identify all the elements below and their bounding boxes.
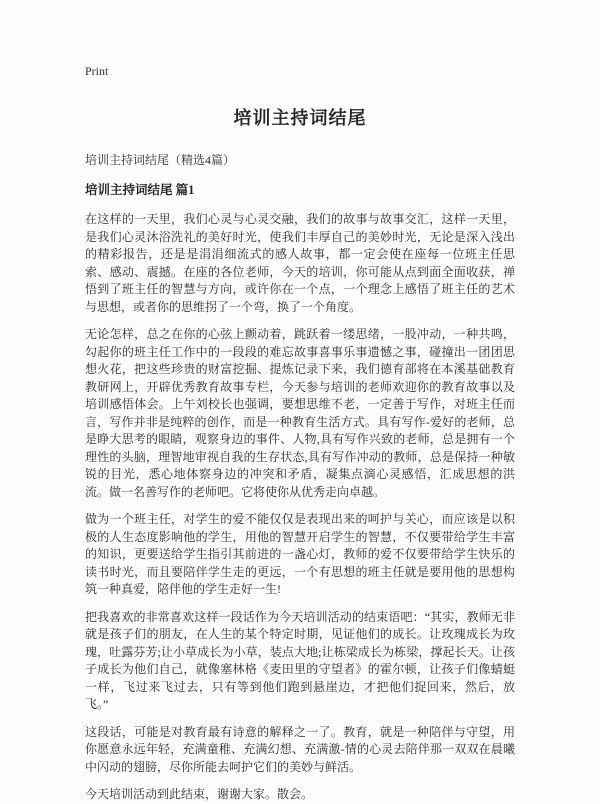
paragraph: 无论怎样，总之在你的心弦上颤动着，跳跃着一缕思绪，一股冲动，一种共鸣，勾起你的班主任工作中的一段段的难忘故事喜事乐事遗憾之事，碰撞出一团团思想火花，把这些珍贵的财富挖掘、提炼记录下来，我们德育部将在本溪基础教育教研网上，开辟优秀教育故事专栏，今天参与培训的老师欢迎你的教育故事以及培训感悟体会。上午刘校长也强调，要想思维不老，一定善于写作，对班主任而言，写作并非是纯粹的创作，而是一种教育生活方式。具有写作-爱好的老师，总是睁大思考的眼睛，观察身边的事件、人物,具有写作兴致的老师，总是拥有一个理性的头脑，理智地审视自我的生存状态,具有写作冲动的教师，总是保持一种敏锐的目光，悉心地体察身边的冲突和矛盾，凝集点滴心灵感悟，汇成思想的洪流。做一名善写作的老师吧。它将使你从优秀走向卓越。: [85, 327, 515, 499]
paragraph: 今天培训活动到此结束，谢谢大家。散会。: [85, 787, 314, 801]
page-title: 培训主持词结尾: [233, 108, 367, 128]
paragraph: 把我喜欢的非常喜欢这样一段话作为今天培训活动的结束语吧：“其实，教师无非就是孩子们的朋友，在人生的某个特定时期，见证他们的成长。让玫瑰成长为玫瑰，吐露芬芳;让小草成长为小草，装点大地;让栋梁成长为栋梁，撑起长天。让孩子成长为他们自己，就像塞林格《麦田里的守望者》的霍尔顿，让孩子们像蜻蜓一样，飞过来飞过去，只有等到他们跑到悬崖边，才把他们捉回来，然后，放飞。”: [85, 609, 515, 711]
section-heading: 培训主持词结尾 篇1: [85, 183, 195, 197]
paragraph: 在这样的一天里，我们心灵与心灵交融，我们的故事与故事交汇，这样一天里，是我们心灵沐浴洗礼的美好时光，使我们丰厚自己的美妙时光，无论是深入浅出的精彩报告，还是是涓涓细流式的感人故事，都一定会使在座每一位班主任思索、感动、震撼。在座的各位老师，今天的培训，你可能从点到面全面收获，禅悟到了班主任的智慧与方向，或许你在一个点，一个理念上感悟了班主任的艺术与思想，或者你的思维拐了一个弯，换了一个角度。: [85, 212, 515, 314]
paragraph: 这段话，可能是对教育最有诗意的解释之一了。教育，就是一种陪伴与守望，用你愿意永远年轻，充满童稚、充满幻想、充满激-情的心灵去陪伴那一双双在晨曦中闪动的翅膀，尽你所能去呵护它们的美妙与鲜活。: [85, 724, 515, 774]
paragraph: 做为一个班主任，对学生的爱不能仅仅是表现出来的呵护与关心，而应该是以积极的人生态度影响他的学生，用他的智慧开启学生的智慧，不仅要带给学生丰富的知识，更要送给学生指引其前进的一盏心灯，教师的爱不仅要带给学生快乐的读书时光，而且要陪伴学生走的更远，一个有思想的班主任就是要用他的思想构筑一种真爱，陪伴他的学生走好一生!: [85, 512, 515, 596]
subtitle: 培训主持词结尾（精选4篇）: [85, 153, 236, 167]
print-link[interactable]: Print: [85, 64, 109, 78]
article-body: [85, 211, 515, 804]
